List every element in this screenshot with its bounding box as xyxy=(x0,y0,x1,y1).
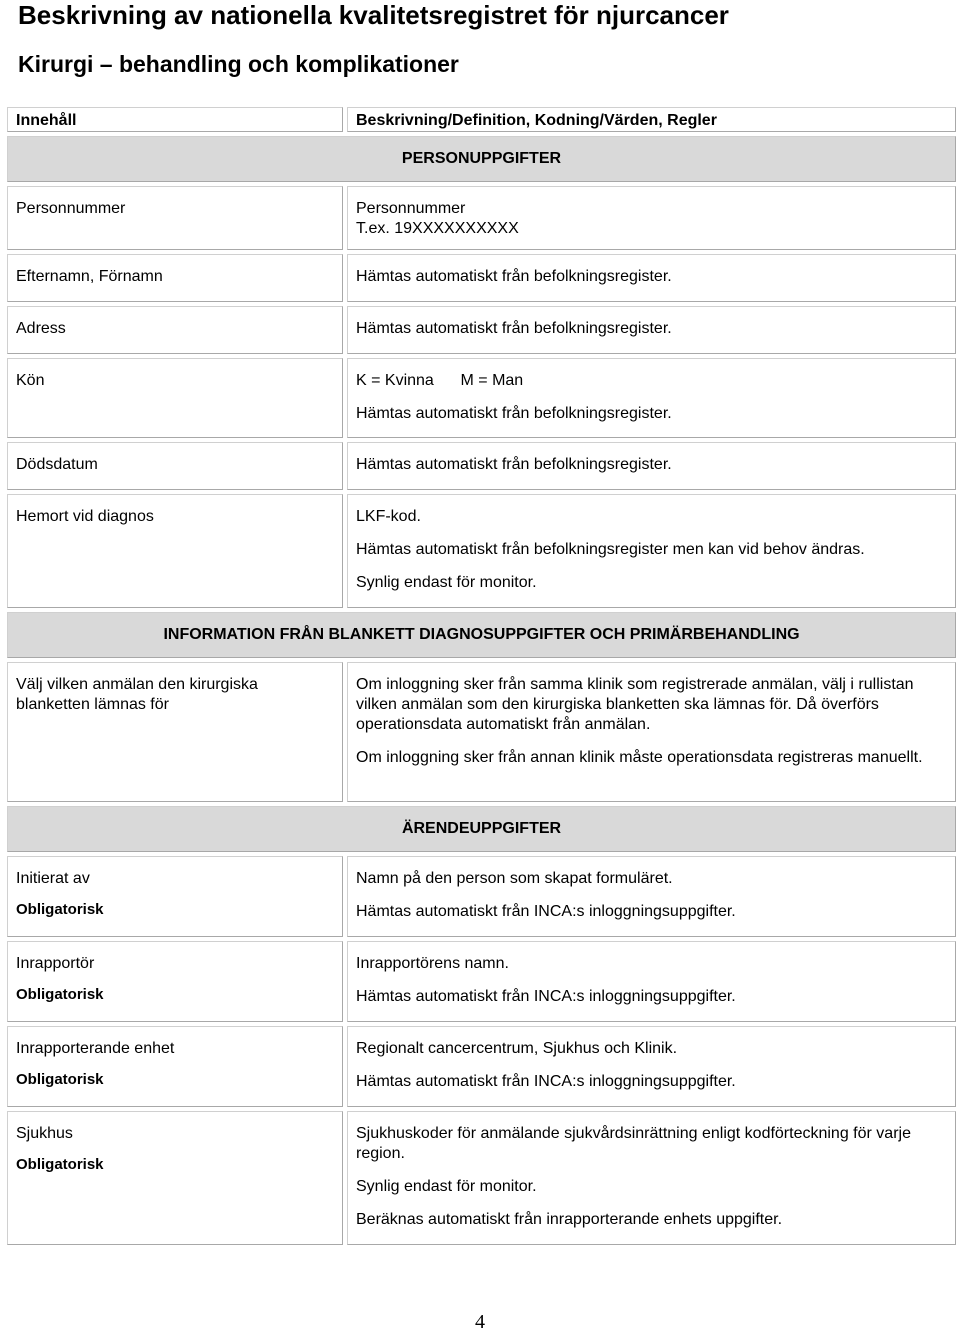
field-label: Personnummer xyxy=(16,200,126,217)
row-label-inrapportor xyxy=(7,941,343,1022)
header-description: Beskrivning/Definition, Kodning/Värden, Regler xyxy=(347,107,956,132)
section-row xyxy=(7,806,956,852)
field-label: Inrapporterande enhet xyxy=(16,1040,175,1057)
header-content: Innehåll xyxy=(7,107,343,132)
table-row xyxy=(7,186,956,250)
table-row xyxy=(7,662,956,802)
row-label-adress xyxy=(7,306,343,354)
row-label-personnummer xyxy=(7,186,343,250)
row-description-personnummer xyxy=(347,186,956,250)
table-row xyxy=(7,442,956,490)
table-row xyxy=(7,1111,956,1245)
row-description-kon xyxy=(347,358,956,438)
row-description-sjukhus xyxy=(347,1111,956,1245)
section-row xyxy=(7,136,956,182)
description-line: Om inloggning sker från annan klinik måste operationsdata registreras manuellt. xyxy=(356,749,923,766)
field-label: Inrapportör xyxy=(16,955,95,972)
field-label: Hemort vid diagnos xyxy=(16,508,154,525)
description-line: Hämtas automatiskt från befolkningsregister. xyxy=(356,405,672,422)
row-description-enhet xyxy=(347,1026,956,1107)
table-row xyxy=(7,254,956,302)
row-description-initierat xyxy=(347,856,956,937)
required-label: Obligatorisk xyxy=(16,1156,104,1173)
description-line: Inrapportörens namn. xyxy=(356,955,509,972)
description-line: T.ex. 19XXXXXXXXXX xyxy=(356,220,519,237)
field-label: Efternamn, Förnamn xyxy=(16,268,163,285)
description-line: Hämtas automatiskt från befolkningsregister men kan vid behov ändras. xyxy=(356,541,865,558)
description-line: Regionalt cancercentrum, Sjukhus och Klinik. xyxy=(356,1040,678,1057)
row-description-hemort xyxy=(347,494,956,608)
document-title: Beskrivning av nationella kvalitetsregistret för njurcancer xyxy=(18,0,729,30)
description-line: Hämtas automatiskt från befolkningsregister. xyxy=(356,456,672,473)
field-label: Välj vilken anmälan den kirurgiska blanketten lämnas för xyxy=(16,676,258,713)
section-arendeuppgifter: ÄRENDEUPPGIFTER xyxy=(7,806,956,852)
description-line: Hämtas automatiskt från befolkningsregister. xyxy=(356,320,672,337)
description-line: Synlig endast för monitor. xyxy=(356,1178,537,1195)
description-line: Beräknas automatiskt från inrapporterande enhets uppgifter. xyxy=(356,1211,783,1228)
row-label-valj xyxy=(7,662,343,802)
description-line: Namn på den person som skapat formuläret. xyxy=(356,870,673,887)
row-description-adress xyxy=(347,306,956,354)
row-label-namn xyxy=(7,254,343,302)
description-line: Hämtas automatiskt från INCA:s inloggningsuppgifter. xyxy=(356,1073,736,1090)
row-label-initierat xyxy=(7,856,343,937)
section-personuppgifter: PERSONUPPGIFTER xyxy=(7,136,956,182)
description-line: Hämtas automatiskt från INCA:s inloggningsuppgifter. xyxy=(356,988,736,1005)
table-row xyxy=(7,358,956,438)
description-line: Synlig endast för monitor. xyxy=(356,574,537,591)
field-label: Initierat av xyxy=(16,870,90,887)
field-label: Adress xyxy=(16,320,66,337)
row-label-kon xyxy=(7,358,343,438)
section-information: INFORMATION FRÅN BLANKETT DIAGNOSUPPGIFTER OCH PRIMÄRBEHANDLING xyxy=(7,612,956,658)
description-line: Om inloggning sker från samma klinik som registrerade anmälan, välj i rullistan vilken anmälan som den kirurgiska blanketten ska lämnas för. Då överförs operationsdata automatiskt från anmälan. xyxy=(356,676,914,733)
field-label: Kön xyxy=(16,372,45,389)
required-label: Obligatorisk xyxy=(16,1071,104,1088)
field-label: Dödsdatum xyxy=(16,456,98,473)
row-label-dodsdatum xyxy=(7,442,343,490)
description-line: Sjukhuskoder för anmälande sjukvårdsinrättning enligt kodförteckning för varje region. xyxy=(356,1125,911,1162)
table-row xyxy=(7,494,956,608)
row-description-valj xyxy=(347,662,956,802)
description-line: K = Kvinna M = Man xyxy=(356,372,524,389)
document-subtitle: Kirurgi – behandling och komplikationer xyxy=(18,51,459,77)
table-row xyxy=(7,1026,956,1107)
description-line: Hämtas automatiskt från INCA:s inloggningsuppgifter. xyxy=(356,903,736,920)
field-label: Sjukhus xyxy=(16,1125,73,1142)
row-description-inrapportor xyxy=(347,941,956,1022)
row-label-sjukhus xyxy=(7,1111,343,1245)
table-header-row xyxy=(7,107,956,132)
row-label-enhet xyxy=(7,1026,343,1107)
table-row xyxy=(7,856,956,937)
row-description-namn xyxy=(347,254,956,302)
description-line: Hämtas automatiskt från befolkningsregister. xyxy=(356,268,672,285)
table-row xyxy=(7,941,956,1022)
required-label: Obligatorisk xyxy=(16,901,104,918)
table-row xyxy=(7,306,956,354)
row-label-hemort xyxy=(7,494,343,608)
description-line: LKF-kod. xyxy=(356,508,421,525)
section-row xyxy=(7,612,956,658)
description-line: Personnummer xyxy=(356,200,466,217)
required-label: Obligatorisk xyxy=(16,986,104,1003)
specification-table xyxy=(3,103,960,1249)
page-number: 4 xyxy=(475,1311,485,1333)
row-description-dodsdatum xyxy=(347,442,956,490)
